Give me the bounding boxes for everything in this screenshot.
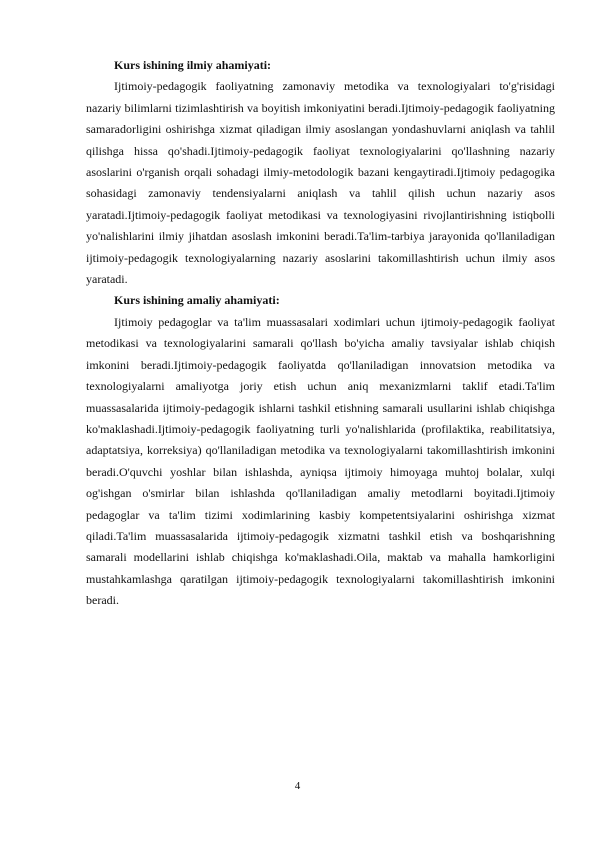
section-heading-practical-significance: Kurs ishining amaliy ahamiyati:: [114, 293, 280, 308]
section-paragraph-practical-significance: Ijtimoiy pedagoglar va ta'lim muassasalari xodimlari uchun ijtimoiy-pedagogik faoliyat metodikasi va texnologiyalarini samarali qo'llash bo'yicha amaliy tavsiyalar ishlab chiqish imkonini beradi.Ijtimoiy-pedagogik faoliyatda qo'llaniladigan innovatsion metodika va texnologiyalarni amaliyotga joriy etish uchun aniq mexanizmlarni taklif etadi.Ta'lim muassasalarida ijtimoiy-pedagogik ishlarni tashkil etishning samarali usullarini ishlab chiqishga ko'maklashadi.Ijtimoiy-pedagogik faoliyatning turli yo'nalishlarida (profilaktika, reabilitatsiya, adaptatsiya, korreksiya) qo'llaniladigan metodika va texnologiyalarni takomillashtirish imkonini beradi.O'quvchi yoshlar bilan ishlashda, ayniqsa ijtimoiy himoyaga muhtoj bolalar, xulqi og'ishgan o'smirlar bilan ishlashda qo'llaniladigan amaliy metodlarni boyitadi.Ijtimoiy pedagoglar va ta'lim tizimi xodimlarining kasbiy kompetentsiyalarini oshirishga xizmat qiladi.Ta'lim muassasalarida ijtimoiy-pedagogik xizmatni tashkil etish va boshqarishning samarali modellarini ishlab chiqishga ko'maklashadi.Oila, maktab va mahalla hamkorligini mustahkamlashga qaratilgan ijtimoiy-pedagogik texnologiyalarni takomillashtirish imkonini beradi.: [86, 314, 555, 608]
section-paragraph-scientific-significance: Ijtimoiy-pedagogik faoliyatning zamonaviy metodika va texnologiyalari to'g'risidagi nazariy bilimlarni tizimlashtirish va boyitish imkoniyatini beradi.Ijtimoiy-pedagogik faoliyatning samaradorligini oshirishga xizmat qiladigan ilmiy asoslangan yondashuvlarni aniqlash va tahlil qilishga hissa qo'shadi.Ijtimoiy-pedagogik faoliyat texnologiyalarini qo'llashning nazariy asoslarini o'rganish orqali sohadagi ilmiy-metodologik bazani kengaytiradi.Ijtimoiy pedagogika sohasidagi zamonaviy tendensiyalarni aniqlash va tahlil qilish uchun nazariy asos yaratadi.Ijtimoiy-pedagogik faoliyat metodikasi va texnologiyasini rivojlantirishning istiqbolli yo'nalishlarini ilmiy jihatdan asoslash imkonini beradi.Ta'lim-tarbiya jarayonida qo'llaniladigan ijtimoiy-pedagogik texnologiyalarning nazariy asoslarini takomillashtirish uchun ilmiy asos yaratadi.: [86, 79, 555, 287]
document-page: [86, 55, 555, 612]
section-heading-scientific-significance: Kurs ishining ilmiy ahamiyati:: [114, 58, 272, 72]
page-number: 4: [294, 780, 301, 792]
